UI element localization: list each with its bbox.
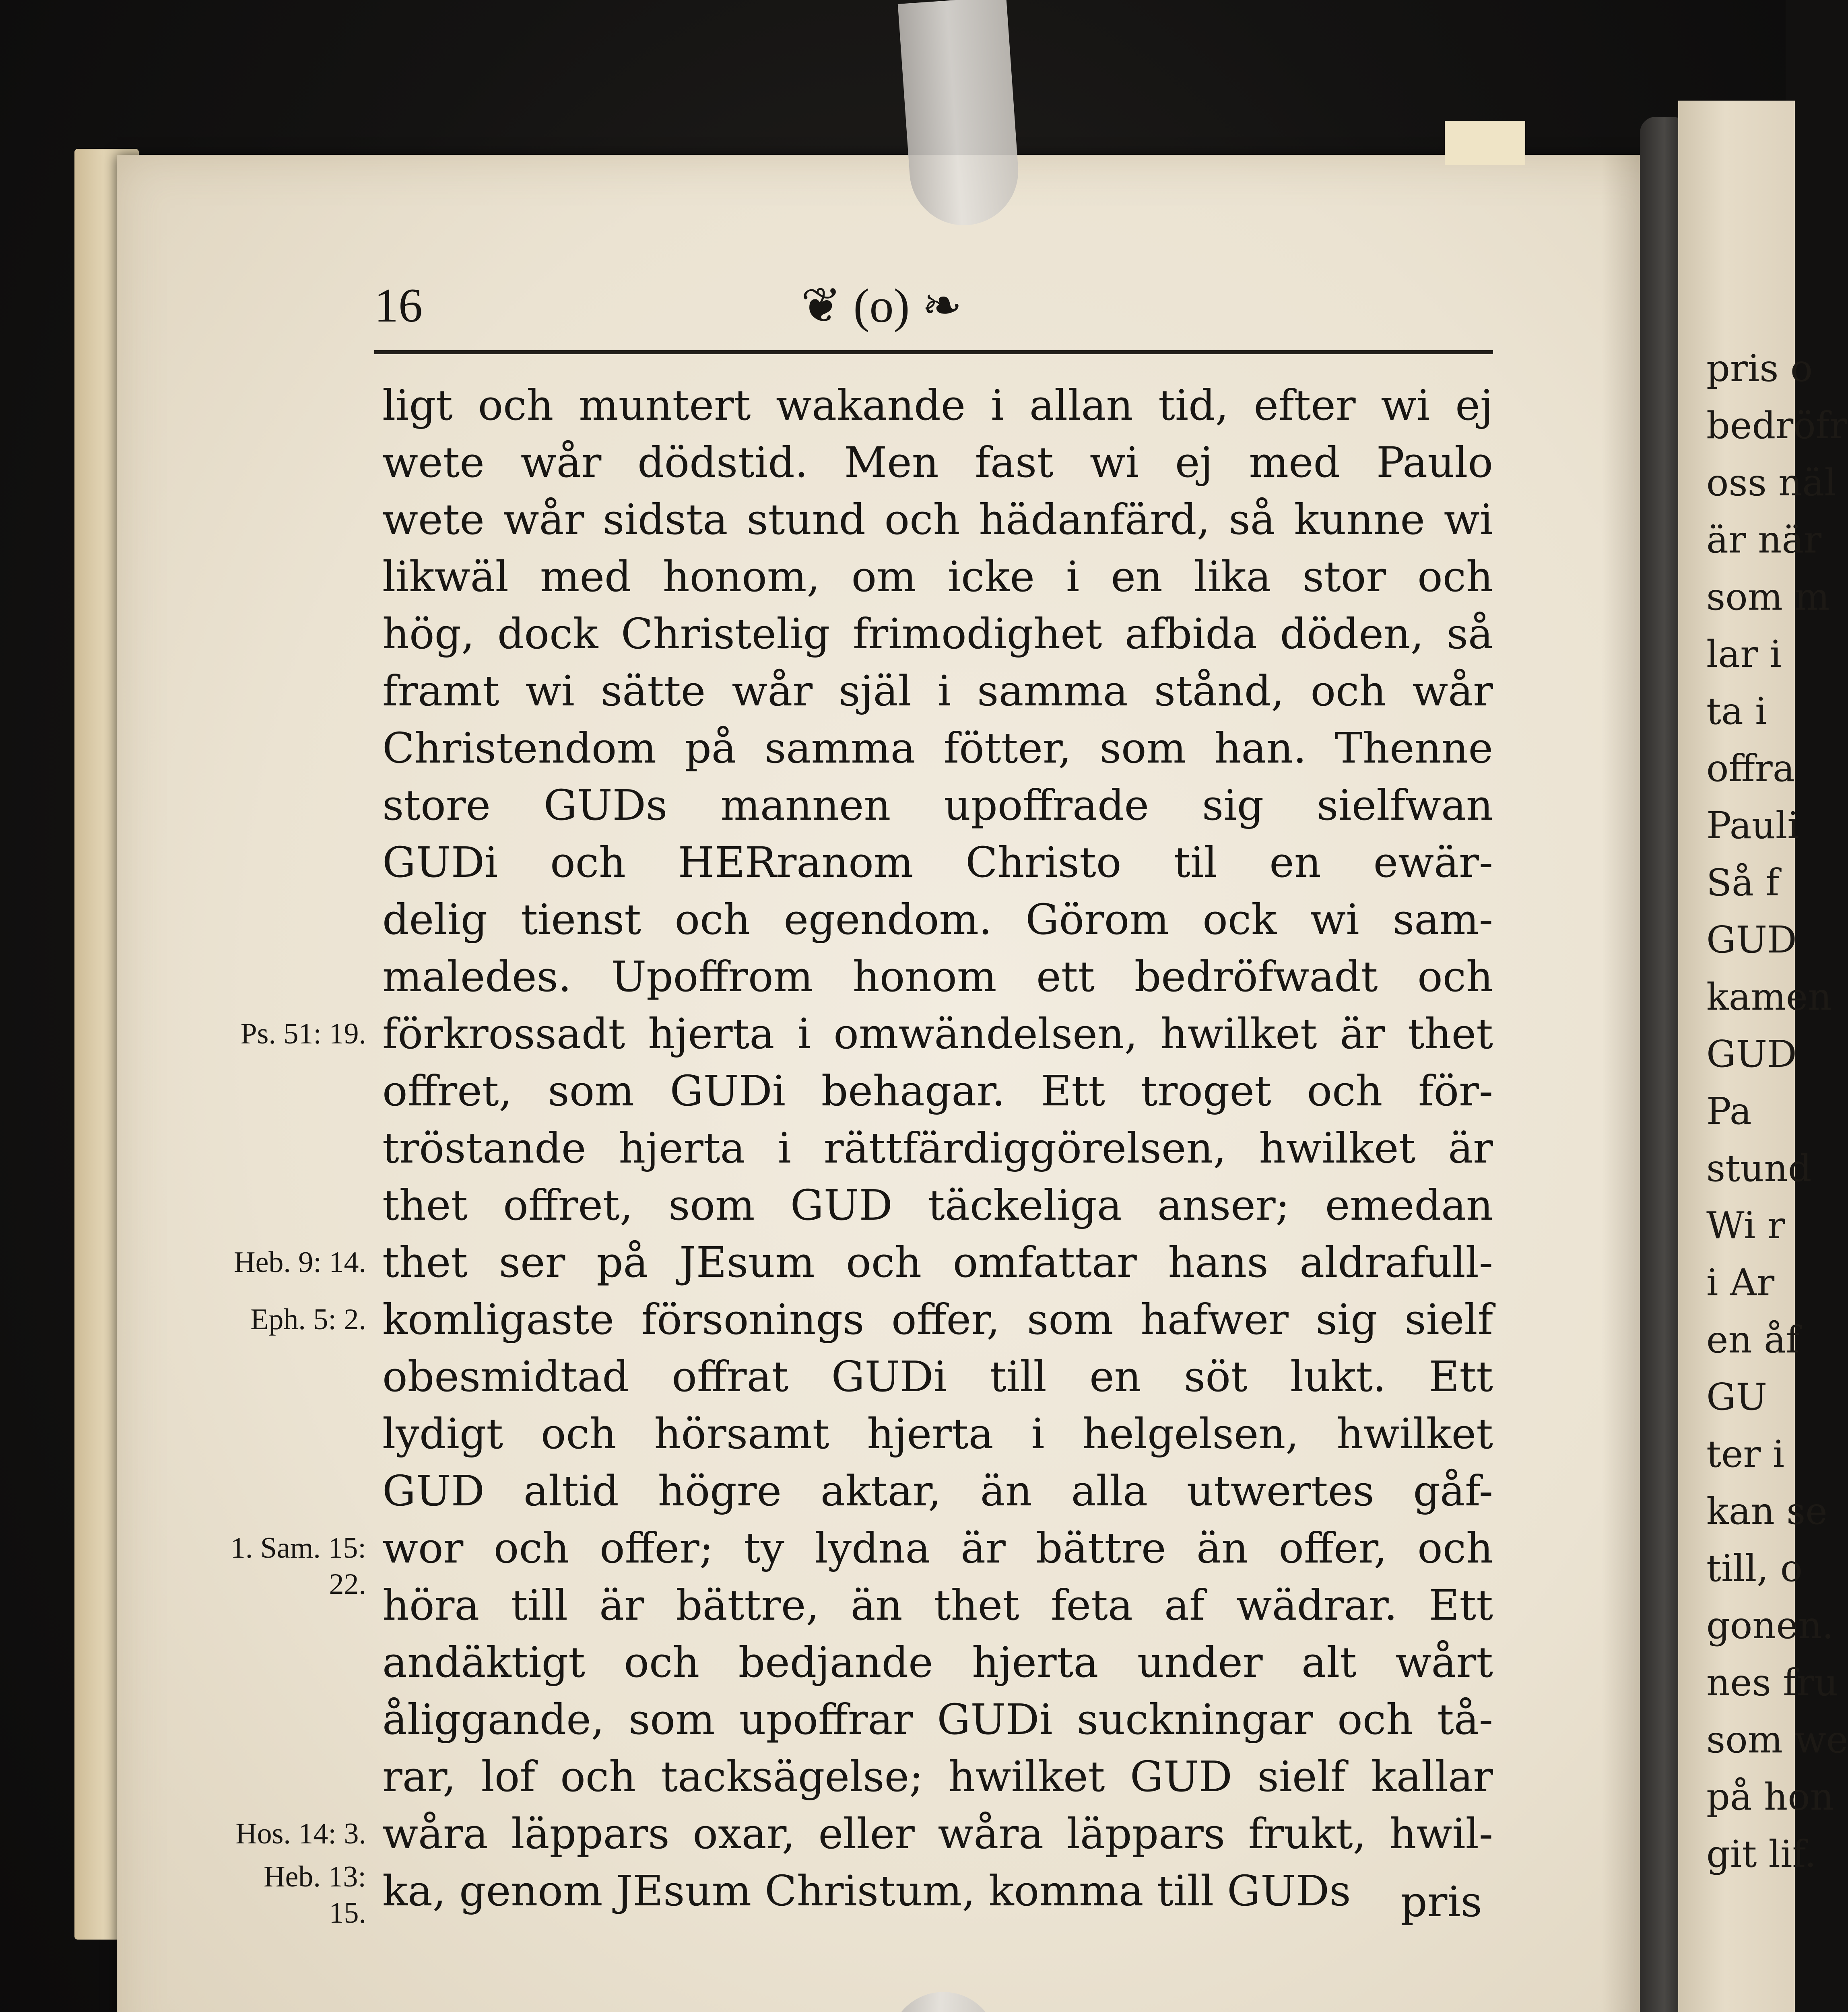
facing-page-line: nes fru	[1706, 1661, 1838, 1704]
facing-page-line: på hon	[1706, 1775, 1834, 1818]
running-head: ❦ (o) ❧	[801, 279, 963, 332]
facing-page-line: som we	[1706, 1718, 1848, 1761]
body-line: rar, lof och tacksägelse; hwilket GUD sielf kallar	[382, 1752, 1493, 1801]
facing-page	[1678, 101, 1848, 2012]
facing-page-line: offra	[1706, 747, 1795, 790]
top-clip	[898, 0, 1022, 229]
header-rule	[374, 350, 1493, 354]
body-line: GUD altid högre aktar, än alla utwertes gåf-	[382, 1466, 1493, 1515]
body-line: wete wår sidsta stund och hädanfärd, så kunne wi	[382, 495, 1493, 544]
facing-page-line: lar i	[1706, 633, 1782, 676]
facing-page-line: Pa	[1706, 1090, 1752, 1133]
margin-note: 15.	[329, 1897, 366, 1930]
body-line: store GUDs mannen upoffrade sig sielfwan	[382, 781, 1493, 830]
margin-note: Heb. 13:	[264, 1860, 366, 1893]
facing-page-line: kan se	[1706, 1490, 1827, 1533]
body-line: likwäl med honom, om icke i en lika stor och	[382, 552, 1493, 601]
margin-note: 1. Sam. 15:	[230, 1532, 366, 1565]
body-line: framt wi sätte wår själ i samma stånd, och wår	[382, 666, 1493, 715]
body-line: wåra läppars oxar, eller wåra läppars frukt, hwil-	[382, 1809, 1493, 1858]
margin-note: Ps. 51: 19.	[240, 1017, 366, 1050]
body-line: förkrossadt hjerta i omwändelsen, hwilket är thet	[382, 1009, 1493, 1058]
body-line: höra till är bättre, än thet feta af wädrar. Ett	[382, 1581, 1493, 1630]
body-line: thet ser på JEsum och omfattar hans aldrafull-	[382, 1238, 1493, 1287]
facing-page-line: git lif.	[1706, 1833, 1817, 1876]
body-line: GUDi och HERranom Christo til en ewär-	[382, 838, 1493, 887]
facing-page-line: i Ar	[1706, 1261, 1775, 1304]
facing-page-line: GUD	[1706, 918, 1797, 961]
body-line: lydigt och hörsamt hjerta i helgelsen, hwilket	[382, 1409, 1493, 1458]
facing-page-line: gonen.	[1706, 1604, 1834, 1647]
body-line: ligt och muntert wakande i allan tid, efter wi ej	[382, 381, 1493, 430]
facing-page-line: en åf	[1706, 1318, 1800, 1361]
body-line: åliggande, som upoffrar GUDi suckningar och tå-	[382, 1695, 1493, 1744]
margin-note: Hos. 14: 3.	[235, 1817, 366, 1850]
body-line: offret, som GUDi behagar. Ett troget och för-	[382, 1066, 1493, 1115]
body-line: maledes. Upoffrom honom ett bedröfwadt och	[382, 952, 1493, 1001]
margin-note: Eph. 5: 2.	[250, 1303, 366, 1336]
facing-page-line: till, o	[1706, 1547, 1803, 1590]
facing-page-line: pris o	[1706, 347, 1813, 390]
page-number: 16	[374, 278, 423, 332]
body-line: delig tienst och egendom. Görom ock wi sam-	[382, 895, 1493, 944]
paper-tab	[1445, 121, 1525, 165]
facing-page-line: Så f	[1706, 861, 1780, 904]
body-line: thet offret, som GUD täckeliga anser; emedan	[382, 1181, 1493, 1230]
body-line: ka, genom JEsum Christum, komma till GUDs	[382, 1866, 1351, 1915]
catchword: pris	[1400, 1877, 1482, 1926]
body-line: obesmidtad offrat GUDi till en söt lukt. Ett	[382, 1352, 1493, 1401]
facing-page-line: är när	[1706, 518, 1822, 561]
facing-page-line: GUD	[1706, 1033, 1797, 1076]
facing-page-line: oss näl	[1706, 461, 1836, 504]
facing-page-line: ta i	[1706, 690, 1767, 733]
body-line: hög, dock Christelig frimodighet afbida döden, så	[382, 609, 1493, 658]
margin-note: Heb. 9: 14.	[234, 1246, 366, 1279]
margin-note: 22.	[329, 1568, 366, 1601]
body-line: wete wår dödstid. Men fast wi ej med Paulo	[382, 438, 1493, 487]
facing-page-line: ter i	[1706, 1433, 1785, 1476]
body-line: Christendom på samma fötter, som han. Thenne	[382, 724, 1493, 773]
body-line: tröstande hjerta i rättfärdiggörelsen, hwilket är	[382, 1124, 1493, 1173]
body-line: komligaste försonings offer, som hafwer sig sielf	[382, 1295, 1493, 1344]
facing-page-line: Wi r	[1706, 1204, 1785, 1247]
facing-page-line: Pauli	[1706, 804, 1799, 847]
facing-page-line: bedröfr	[1706, 404, 1847, 447]
facing-page-line: GU	[1706, 1375, 1768, 1418]
facing-page-line: som m	[1706, 575, 1830, 618]
body-line: wor och offer; ty lydna är bättre än offer, och	[382, 1523, 1493, 1573]
body-line: andäktigt och bedjande hjerta under alt wårt	[382, 1638, 1493, 1687]
facing-page-line: kamen	[1706, 975, 1832, 1018]
facing-page-line: stund	[1706, 1147, 1812, 1190]
